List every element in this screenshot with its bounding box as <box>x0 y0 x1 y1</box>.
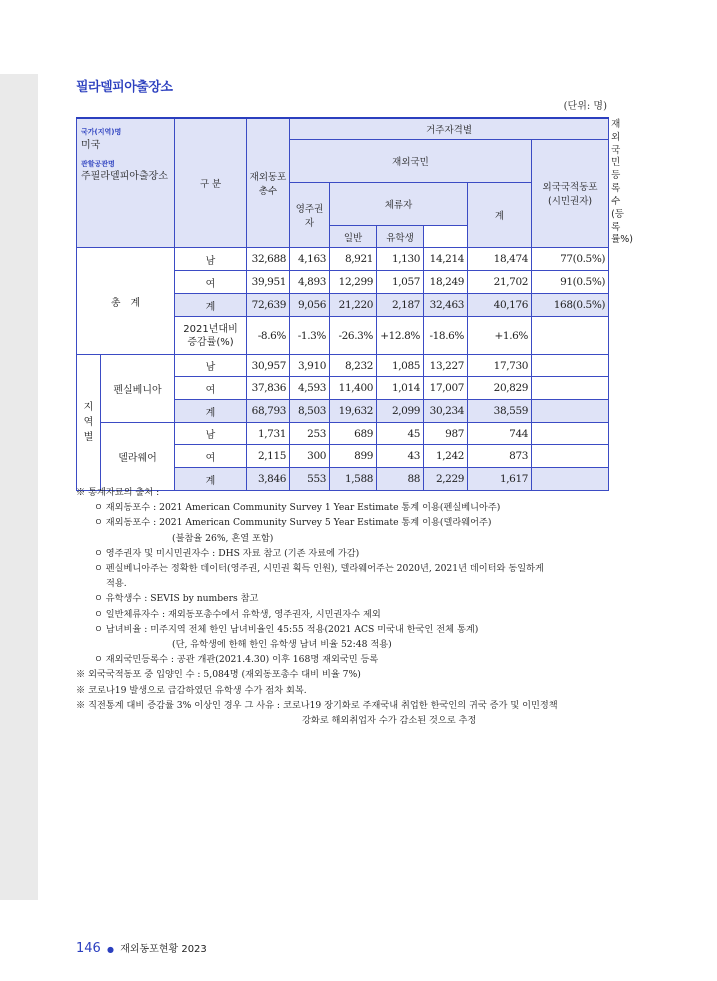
cell-value: 20,829 <box>468 377 532 400</box>
row-label: 계 <box>175 294 247 317</box>
header-foreign-nationality: 외국국적동포 (시민권자) <box>532 139 609 248</box>
cell-value: 30,234 <box>424 400 468 423</box>
cell-value: 17,730 <box>468 355 532 377</box>
note-line: ※ 통계자료의 출처 : <box>76 487 160 498</box>
table-corner-cell <box>77 118 175 248</box>
row-label: 계 <box>175 400 247 423</box>
cell-value: 21,220 <box>330 294 377 317</box>
note-line: ㅇ 재외국민등록수 : 공관 개관(2021.4.30) 이후 168명 재외국민 등록 <box>94 654 379 666</box>
cell-value <box>532 400 609 423</box>
office-caption: 관할공관명 <box>81 159 115 168</box>
row-label-change-rate: 2021년대비 증감률(%) <box>175 317 247 355</box>
cell-value: 4,163 <box>290 248 330 271</box>
note-line: ㅇ 유학생수 : SEVIS by numbers 참고 <box>94 593 259 605</box>
note-line: (불참율 26%, 혼열 포함) <box>172 532 274 544</box>
cell-value: 32,688 <box>247 248 290 271</box>
note-line: ㅇ 영주권자 및 미시민권자수 : DHS 자료 참고 (기존 자료에 가감) <box>94 547 360 559</box>
note-line: 강화로 해외취업자 수가 감소된 것으로 추정 <box>302 715 477 727</box>
cell-value: 17,007 <box>424 377 468 400</box>
row-label: 남 <box>175 355 247 377</box>
header-sojourner: 체류자 <box>330 183 468 226</box>
cell-value: 1,085 <box>377 355 424 377</box>
cell-value: +12.8% <box>377 317 424 355</box>
header-residency: 거주자격별 <box>290 118 609 139</box>
population-table: 국가(지역)명 미국 관할공관명 주필라델피아출장소 구 분 재외동포 총수 거주자격별 재외국민 등록수 (등록률%) 재외국민 외국국적동포 (시민권자) 영주권자 체류자 계 일반 유학생 총 계 남 32,688 4,163 8,921 1,130 14,214 18,474 77(0.5%) 여 39,951 4,893 12,299 1,057 18,249 21,702 91(0.5%) 계 72,639 9,056 21,220 2,187 32,463 40,176 168(0.5%) 2021년대비 증감률(%) -8.6% -1.3% -26.3% +12.8% -18.6% +1.6% 지 역 별 펜실베니아 남 30,957 3,910 8,232 1,085 13,227 17,730 여 37,836 4,593 11,400 1,014 17,007 20,829 계 68,793 8,503 19,632 2,099 30,234 38,559 델라웨어 남 1,731 253 689 45 987 744 여 2,115 300 899 43 1,242 873 계 3,846 553 1,588 88 2,229 1,617 <box>76 117 609 491</box>
page-side-band <box>0 74 38 900</box>
cell-value <box>532 317 609 355</box>
cell-value: 2,187 <box>377 294 424 317</box>
cell-value: 744 <box>468 423 532 445</box>
cell-value: 2,115 <box>247 445 290 468</box>
note-line: ※ 코로나19 발생으로 급감하였던 유학생 수가 점차 회복. <box>76 684 307 696</box>
book-title: 재외동포현황 2023 <box>120 944 207 955</box>
group-delaware-label: 델라웨어 <box>101 423 175 491</box>
cell-value: 1,617 <box>468 468 532 491</box>
cell-value: 689 <box>330 423 377 445</box>
cell-value <box>532 377 609 400</box>
cell-value: -8.6% <box>247 317 290 355</box>
cell-value: 77(0.5%) <box>532 248 609 271</box>
cell-value: 37,836 <box>247 377 290 400</box>
cell-value: 4,893 <box>290 271 330 294</box>
cell-value: 1,014 <box>377 377 424 400</box>
header-category: 구 분 <box>175 118 247 248</box>
cell-value: 3,846 <box>247 468 290 491</box>
cell-value: 1,731 <box>247 423 290 445</box>
row-label: 여 <box>175 377 247 400</box>
cell-value: 8,921 <box>330 248 377 271</box>
cell-value: 19,632 <box>330 400 377 423</box>
cell-value: 987 <box>424 423 468 445</box>
cell-value: 88 <box>377 468 424 491</box>
cell-value: 553 <box>290 468 330 491</box>
row-label: 여 <box>175 271 247 294</box>
group-total-label: 총 계 <box>77 248 175 355</box>
unit-label: (단위: 명) <box>563 101 607 112</box>
cell-value: 4,593 <box>290 377 330 400</box>
country-name: 미국 <box>81 139 101 151</box>
cell-value: 14,214 <box>424 248 468 271</box>
bullet-icon: ● <box>107 945 114 954</box>
row-label: 계 <box>175 468 247 491</box>
cell-value <box>532 355 609 377</box>
row-label: 여 <box>175 445 247 468</box>
page-number: 146 <box>76 941 101 956</box>
note-line: (단, 유학생에 한해 한인 유학생 남녀 비율 52:48 적용) <box>172 639 392 651</box>
cell-value: 39,951 <box>247 271 290 294</box>
cell-value: 18,249 <box>424 271 468 294</box>
header-korean-nationals: 재외국민 <box>290 139 532 183</box>
cell-value: 2,229 <box>424 468 468 491</box>
note-line: ㅇ 펜실베니아주는 정확한 데이터(영주권, 시민권 획득 인원), 델라웨어주는 2020년, 2021년 데이터와 동일하게 <box>94 563 544 575</box>
cell-value <box>532 445 609 468</box>
header-sum: 계 <box>468 183 532 248</box>
cell-value: 899 <box>330 445 377 468</box>
footnotes <box>76 485 616 728</box>
note-line: ㅇ 재외동포수 : 2021 American Community Survey 5 Year Estimate 통계 이용(델라웨어주) <box>94 517 492 529</box>
cell-value: 1,588 <box>330 468 377 491</box>
cell-value: 12,299 <box>330 271 377 294</box>
cell-value: 253 <box>290 423 330 445</box>
group-pennsylvania-label: 펜실베니아 <box>101 355 175 423</box>
cell-value: 300 <box>290 445 330 468</box>
note-line: ※ 직전통계 대비 증감률 3% 이상인 경우 그 사유 : 코로나19 장기화로 주재국내 취업한 한국인의 귀국 증가 및 이민정책 <box>76 699 558 711</box>
header-overseas-total: 재외동포 총수 <box>247 118 290 248</box>
page-footer <box>76 940 207 956</box>
cell-value: 1,130 <box>377 248 424 271</box>
cell-value: -18.6% <box>424 317 468 355</box>
cell-value: 9,056 <box>290 294 330 317</box>
cell-value: +1.6% <box>468 317 532 355</box>
cell-value: 45 <box>377 423 424 445</box>
cell-value: 21,702 <box>468 271 532 294</box>
header-permanent: 영주권자 <box>290 183 330 248</box>
group-region-label: 지 역 별 <box>77 355 101 491</box>
cell-value: 72,639 <box>247 294 290 317</box>
row-label: 남 <box>175 423 247 445</box>
cell-value: -26.3% <box>330 317 377 355</box>
cell-value: -1.3% <box>290 317 330 355</box>
note-line: 적용. <box>106 578 127 590</box>
note-line: ※ 외국국적동포 중 입양인 수 : 5,084명 (재외동포총수 대비 비율 7%) <box>76 669 361 681</box>
cell-value: 38,559 <box>468 400 532 423</box>
cell-value: 11,400 <box>330 377 377 400</box>
cell-value: 30,957 <box>247 355 290 377</box>
row-label: 남 <box>175 248 247 271</box>
cell-value: 1,242 <box>424 445 468 468</box>
cell-value: 40,176 <box>468 294 532 317</box>
cell-value: 2,099 <box>377 400 424 423</box>
note-line: ㅇ 일반체류자수 : 재외동포총수에서 유학생, 영주권자, 시민권자수 제외 <box>94 608 381 620</box>
note-line: ㅇ 남녀비율 : 미주지역 전체 한인 남녀비율인 45:55 적용(2021 ACS 미국내 한국인 전체 통계) <box>94 623 479 635</box>
cell-value: 1,057 <box>377 271 424 294</box>
cell-value: 18,474 <box>468 248 532 271</box>
cell-value: 32,463 <box>424 294 468 317</box>
cell-value: 91(0.5%) <box>532 271 609 294</box>
office-name: 주필라델피아출장소 <box>81 171 168 182</box>
cell-value: 43 <box>377 445 424 468</box>
cell-value: 68,793 <box>247 400 290 423</box>
cell-value: 8,232 <box>330 355 377 377</box>
cell-value: 168(0.5%) <box>532 294 609 317</box>
note-line: ㅇ 재외동포수 : 2021 American Community Survey 1 Year Estimate 통계 이용(펜실베니아주) <box>94 502 501 514</box>
header-general: 일반 <box>330 226 377 248</box>
section-title: 필라델피아출장소 <box>76 80 173 95</box>
header-student: 유학생 <box>377 226 424 248</box>
cell-value <box>532 423 609 445</box>
cell-value: 8,503 <box>290 400 330 423</box>
cell-value: 3,910 <box>290 355 330 377</box>
cell-value: 873 <box>468 445 532 468</box>
country-caption: 국가(지역)명 <box>81 128 122 136</box>
cell-value: 13,227 <box>424 355 468 377</box>
